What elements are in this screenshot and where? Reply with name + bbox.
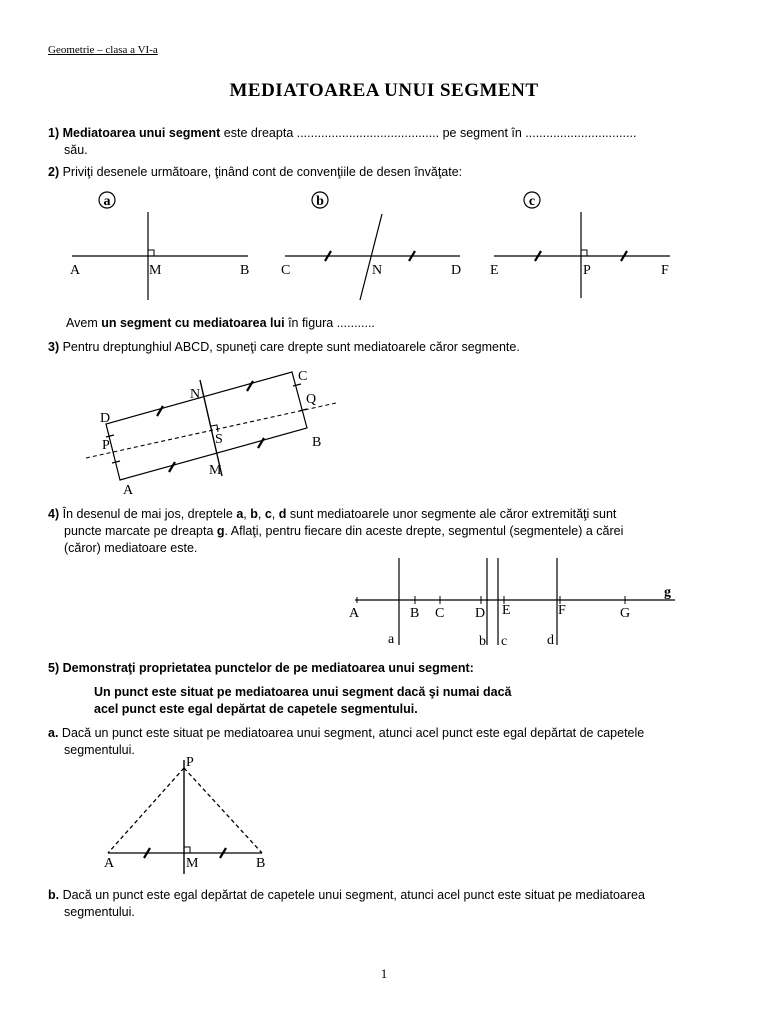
q3-tick-top-1: [157, 406, 163, 416]
q3-tick-left-1: [106, 435, 114, 437]
q5-label-M: M: [186, 856, 199, 871]
q3-label-B: B: [312, 435, 322, 450]
q4-line-3: (căror) mediatoare este.: [64, 541, 198, 555]
q4-label-line-c: c: [501, 634, 508, 649]
fig-b-label-N: N: [372, 263, 383, 278]
q4-label-F: F: [558, 603, 566, 618]
q1-text-line2: său.: [64, 143, 88, 157]
q3-label-D: D: [100, 411, 111, 426]
q5-label-A: A: [104, 856, 115, 871]
q4-label-g: g: [664, 585, 671, 600]
q4-label-line-d: d: [547, 633, 554, 648]
q5-a-label: a.: [48, 726, 59, 740]
q1-number: 1): [48, 126, 60, 140]
q3-label-N: N: [190, 387, 201, 402]
q4-label-E: E: [502, 603, 511, 618]
q4-sep-1: ,: [243, 507, 251, 521]
fig-b-label-D: D: [451, 263, 462, 278]
fig-c-label-P: P: [583, 263, 591, 278]
q4-line2-a: puncte marcate pe dreapta: [64, 524, 217, 538]
q5-right-angle-mark: [184, 847, 190, 853]
fig-a-right-angle-mark: [148, 250, 154, 256]
fig-a-label-A: A: [70, 263, 81, 278]
q4-line2-b: . Aflaţi, pentru fiecare din aceste drepte, segmentul (segmentele) a cărei: [224, 524, 624, 538]
q5-b-text-line2: segmentului.: [64, 905, 135, 919]
q4-text-b: sunt mediatoarele unor segmente ale căror extremităţi sunt: [286, 507, 617, 521]
q5-b-label: b.: [48, 888, 60, 902]
q3-label-S: S: [215, 432, 223, 447]
q4-sep-3: ,: [271, 507, 279, 521]
q5-part-b: [48, 887, 748, 904]
fig-c-label-F: F: [661, 263, 669, 278]
q4-line-2: [64, 523, 623, 540]
q4-number: 4): [48, 507, 60, 521]
q5-dashed-PB: [184, 768, 262, 853]
q4-label-C: C: [435, 606, 445, 621]
q3-label-Q: Q: [306, 392, 317, 407]
q2-answer-bold: un segment cu mediatoarea lui: [101, 316, 285, 330]
q4-line-figure: [349, 558, 675, 649]
header-text: Geometrie – clasa a VI-a: [48, 44, 158, 56]
fig-b-circle-letter: b: [316, 194, 324, 209]
q5-statement-1: Un punct este situat pe mediatoarea unui segment dacă şi numai dacă: [94, 685, 512, 699]
question-5: [48, 660, 474, 677]
q3-rectangle-figure: [86, 369, 336, 498]
q3-tick-top-2: [247, 381, 253, 391]
q4-label-G: G: [620, 606, 631, 621]
q4-text-a: În desenul de mai jos, dreptele: [59, 507, 237, 521]
q3-label-A: A: [123, 483, 134, 498]
q5-dashed-PA: [108, 768, 184, 853]
q3-tick-bottom-2: [258, 438, 264, 448]
q4-sep-2: ,: [257, 507, 265, 521]
page-title: MEDIATOAREA UNUI SEGMENT: [229, 80, 539, 101]
fig-c-drawing: [490, 192, 670, 298]
q5-b-text: Dacă un punct este egal depărtat de capetele unui segment, atunci acel punct este situat pe mediatoarea: [59, 888, 645, 902]
q3-label-P: P: [102, 438, 110, 453]
q4-b: b: [250, 507, 258, 521]
q3-tick-bottom-1: [169, 462, 175, 472]
q4-label-line-a: a: [388, 632, 395, 647]
q3-text: Pentru dreptunghiul ABCD, spuneţi care drepte sunt mediatoarele căror segmente.: [59, 340, 520, 354]
q5-triangle-figure: [104, 755, 265, 874]
q4-d: d: [278, 507, 287, 521]
fig-a-drawing: [70, 192, 249, 300]
q2-text: Priviţi desenele următoare, ţinând cont de convenţiile de desen învăţate:: [59, 165, 463, 179]
q3-rectangle: [106, 372, 307, 480]
q2-answer-pre: Avem: [66, 316, 102, 330]
fig-b-oblique-line: [360, 214, 382, 300]
q4-c: c: [264, 507, 272, 521]
fig-b-drawing: [281, 192, 461, 300]
fig-a-circle-letter: a: [103, 194, 111, 209]
q5-number: 5): [48, 661, 60, 675]
q1-bold: Mediatoarea unui segment: [62, 126, 221, 140]
q3-label-M: M: [209, 463, 222, 478]
fig-b-label-C: C: [281, 263, 291, 278]
fig-a-label-M: M: [149, 263, 162, 278]
q1-text: este dreapta ......................................... pe segment în ................................: [220, 126, 637, 140]
q2-answer-post: în figura ...........: [284, 316, 375, 330]
q2-answer: [66, 315, 375, 332]
q4-label-line-b: b: [479, 634, 486, 649]
question-3: [48, 339, 520, 356]
q4-a: a: [236, 507, 244, 521]
q2-number: 2): [48, 165, 60, 179]
q4-g: g: [216, 524, 225, 538]
q3-number: 3): [48, 340, 60, 354]
q5-a-text: Dacă un punct este situat pe mediatoarea unui segment, atunci acel punct este egal depărtat de capetele: [58, 726, 645, 740]
question-4: [48, 506, 738, 523]
q5-part-a: [48, 725, 748, 742]
q5-label-B: B: [256, 856, 266, 871]
fig-c-circle-letter: c: [528, 194, 536, 209]
q4-label-B: B: [410, 606, 420, 621]
q5-label-P: P: [186, 755, 194, 770]
page-number: 1: [380, 966, 388, 981]
q5-bold: Demonstraţi proprietatea punctelor de pe mediatoarea unui segment:: [59, 661, 474, 675]
q5-a-text-line2: segmentului.: [64, 743, 135, 757]
q4-label-A: A: [349, 606, 360, 621]
fig-a-label-B: B: [240, 263, 250, 278]
q4-label-D: D: [475, 606, 486, 621]
q5-statement-2: acel punct este egal depărtat de capetele segmentului.: [94, 702, 418, 716]
fig-c-label-E: E: [490, 263, 499, 278]
q3-tick-right-1: [293, 384, 301, 386]
q3-label-C: C: [298, 369, 308, 384]
fig-c-right-angle-mark: [581, 250, 587, 256]
